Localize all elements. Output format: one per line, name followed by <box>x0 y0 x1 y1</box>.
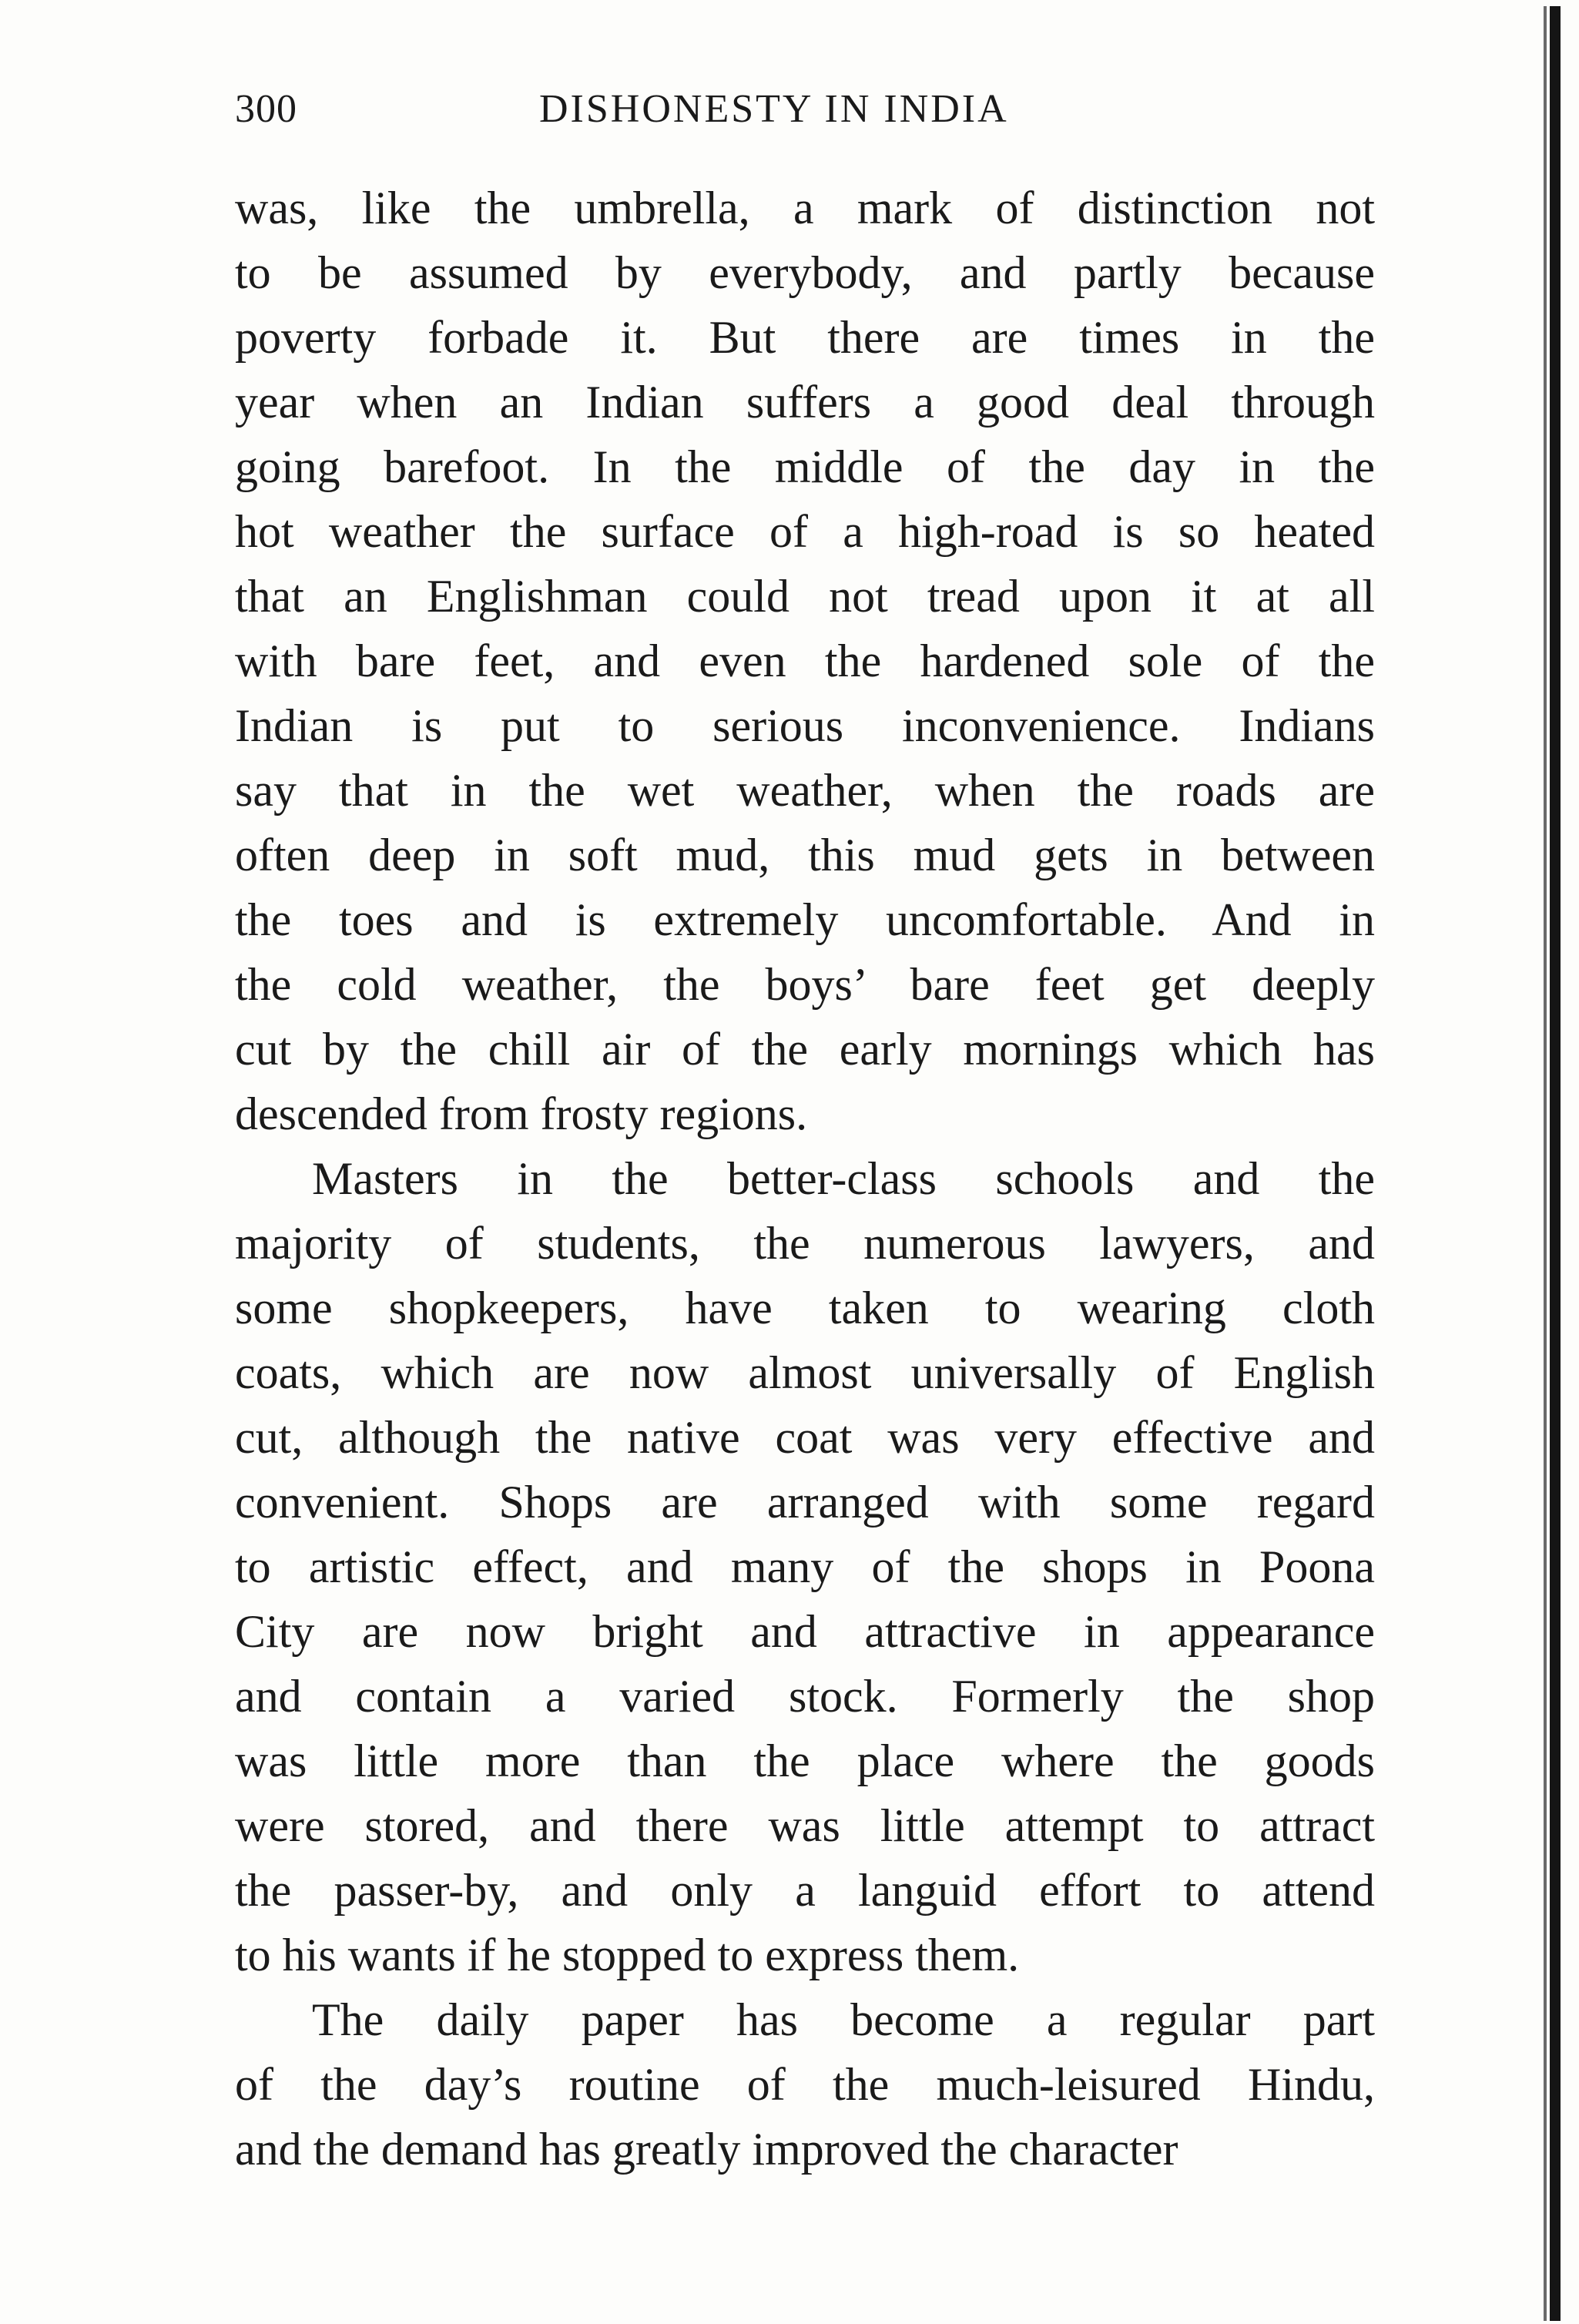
text-line: the cold weather, the boys’ bare feet get deeply <box>235 959 1375 1010</box>
text-line: to his wants if he stopped to express them. <box>235 1930 1020 1980</box>
page-edge-shadow <box>1544 6 1547 2321</box>
text-line: to artistic effect, and many of the shops in Poona <box>235 1541 1375 1592</box>
text-line: was, like the umbrella, a mark of distinction not <box>235 183 1375 233</box>
text-line: the passer-by, and only a languid effort to attend <box>235 1865 1375 1916</box>
text-line: descended from frosty regions. <box>235 1088 808 1139</box>
text-line: coats, which are now almost universally of English <box>235 1347 1375 1398</box>
text-line: that an Englishman could not tread upon it at all <box>235 571 1375 622</box>
text-line: City are now bright and attractive in appearance <box>235 1606 1375 1657</box>
text-line: of the day’s routine of the much-leisured Hindu, <box>235 2059 1375 2110</box>
text-line: to be assumed by everybody, and partly because <box>235 247 1375 298</box>
body-text <box>235 176 1375 2181</box>
text-line: the toes and is extremely uncomfortable. And in <box>235 894 1375 945</box>
text-line: was little more than the place where the goods <box>235 1735 1375 1786</box>
paragraph <box>235 1987 1375 2181</box>
text-line: year when an Indian suffers a good deal through <box>235 377 1375 428</box>
text-line: The daily paper has become a regular part <box>312 1994 1375 2045</box>
text-line: Indian is put to serious inconvenience. Indians <box>235 700 1375 751</box>
text-line: hot weather the surface of a high-road is so heated <box>235 506 1375 557</box>
text-line: and the demand has greatly improved the character <box>235 2124 1178 2175</box>
page-number: 300 <box>235 87 297 131</box>
page-edge-rule <box>1550 6 1561 2321</box>
text-line: convenient. Shops are arranged with some regard <box>235 1477 1375 1528</box>
text-line: and contain a varied stock. Formerly the shop <box>235 1671 1375 1722</box>
text-line: with bare feet, and even the hardened sole of the <box>235 635 1375 686</box>
text-line: going barefoot. In the middle of the day in the <box>235 441 1375 492</box>
text-line: some shopkeepers, have taken to wearing cloth <box>235 1283 1375 1333</box>
text-line: were stored, and there was little attempt to attract <box>235 1800 1375 1851</box>
text-line: Masters in the better-class schools and the <box>312 1153 1375 1204</box>
running-title: DISHONESTY IN INDIA <box>539 87 1009 131</box>
text-line: often deep in soft mud, this mud gets in between <box>235 830 1375 880</box>
paragraph <box>235 176 1375 1146</box>
running-head <box>235 86 1375 140</box>
text-line: cut, although the native coat was very effective and <box>235 1412 1375 1463</box>
paragraph <box>235 1146 1375 1987</box>
text-line: majority of students, the numerous lawyers, and <box>235 1218 1375 1269</box>
text-line: say that in the wet weather, when the roads are <box>235 765 1375 816</box>
text-line: poverty forbade it. But there are times in the <box>235 312 1375 363</box>
text-line: cut by the chill air of the early mornings which has <box>235 1024 1375 1075</box>
